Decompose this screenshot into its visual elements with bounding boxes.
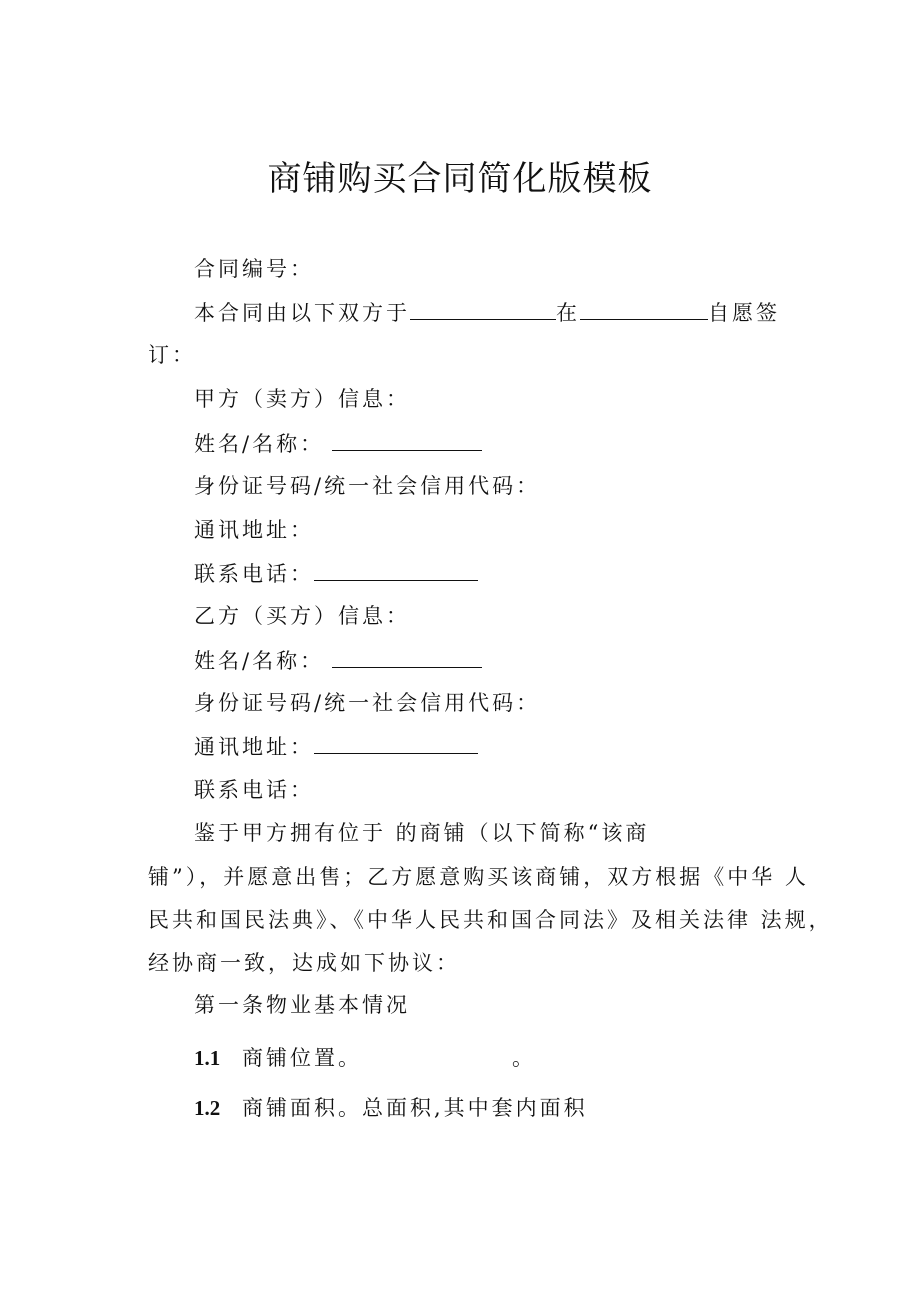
- recital-text-1: 鉴于甲方拥有位于 的商铺（以下简称“该商: [194, 821, 650, 845]
- party-a-address-label: 通讯地址：: [194, 518, 314, 542]
- recital-text-4: 经协商一致，达成如下协议：: [148, 951, 460, 975]
- contract-number-line: [194, 254, 314, 284]
- contract-number-label: 合同编号：: [194, 257, 314, 281]
- clause-1-1-number: 1.1: [194, 1046, 221, 1070]
- intro-text-a: 本合同由以下双方于: [194, 301, 410, 325]
- party-a-name-line: [194, 428, 482, 459]
- article-1-heading-text: 第一条物业基本情况: [194, 993, 410, 1017]
- party-b-phone-line: [194, 775, 314, 805]
- party-b-phone-label: 联系电话：: [194, 778, 314, 802]
- intro-line-continued: [148, 340, 196, 370]
- recital-line-1: [194, 818, 649, 848]
- party-b-address-line: [194, 731, 478, 762]
- party-b-address-blank: [314, 731, 478, 754]
- recital-text-2: 铺”），并愿意出售；乙方愿意购买该商铺，双方根据《中华 人: [148, 865, 809, 889]
- sign-date-blank: [410, 297, 556, 320]
- article-1-heading: [194, 990, 410, 1020]
- clause-1-1-text: 商铺位置。: [242, 1046, 362, 1070]
- party-b-name-blank: [332, 645, 482, 668]
- intro-text-b: 在: [556, 301, 580, 325]
- clause-1-2-number: 1.2: [194, 1096, 221, 1120]
- party-a-phone-blank: [314, 558, 478, 581]
- clause-1-1: [194, 1043, 536, 1073]
- party-b-name-label: 姓名/名称：: [194, 649, 325, 673]
- intro-text-d: 订：: [148, 343, 196, 367]
- recital-line-4: [148, 948, 460, 978]
- party-a-phone-line: [194, 558, 478, 589]
- clause-1-2-text: 商铺面积。总面积,其中套内面积: [242, 1096, 588, 1120]
- intro-text-c: 自愿签: [708, 301, 780, 325]
- sign-place-blank: [580, 297, 708, 320]
- intro-line: [194, 297, 780, 328]
- party-b-id-line: [194, 688, 540, 718]
- recital-line-3: [148, 905, 833, 935]
- recital-text-3: 民共和国民法典》、《中华人民共和国合同法》及相关法律 法规，: [148, 908, 833, 932]
- party-a-name-label: 姓名/名称：: [194, 432, 325, 456]
- document-title: 商铺购买合同简化版模板: [267, 159, 653, 199]
- clause-1-1-tail: 。: [512, 1046, 536, 1070]
- party-b-heading: [194, 601, 410, 631]
- party-b-id-label: 身份证号码/统一社会信用代码：: [194, 691, 541, 715]
- party-a-phone-label: 联系电话：: [194, 562, 314, 586]
- party-a-address-line: [194, 515, 314, 545]
- clause-1-2: [194, 1093, 588, 1123]
- recital-line-2: [148, 862, 809, 892]
- party-b-heading-text: 乙方（买方）信息：: [194, 604, 410, 628]
- party-a-name-blank: [332, 428, 482, 451]
- party-b-name-line: [194, 645, 482, 676]
- party-a-heading-text: 甲方（卖方）信息：: [194, 387, 410, 411]
- party-b-address-label: 通讯地址：: [194, 735, 314, 759]
- party-a-id-label: 身份证号码/统一社会信用代码：: [194, 474, 541, 498]
- party-a-id-line: [194, 471, 540, 501]
- party-a-heading: [194, 384, 410, 414]
